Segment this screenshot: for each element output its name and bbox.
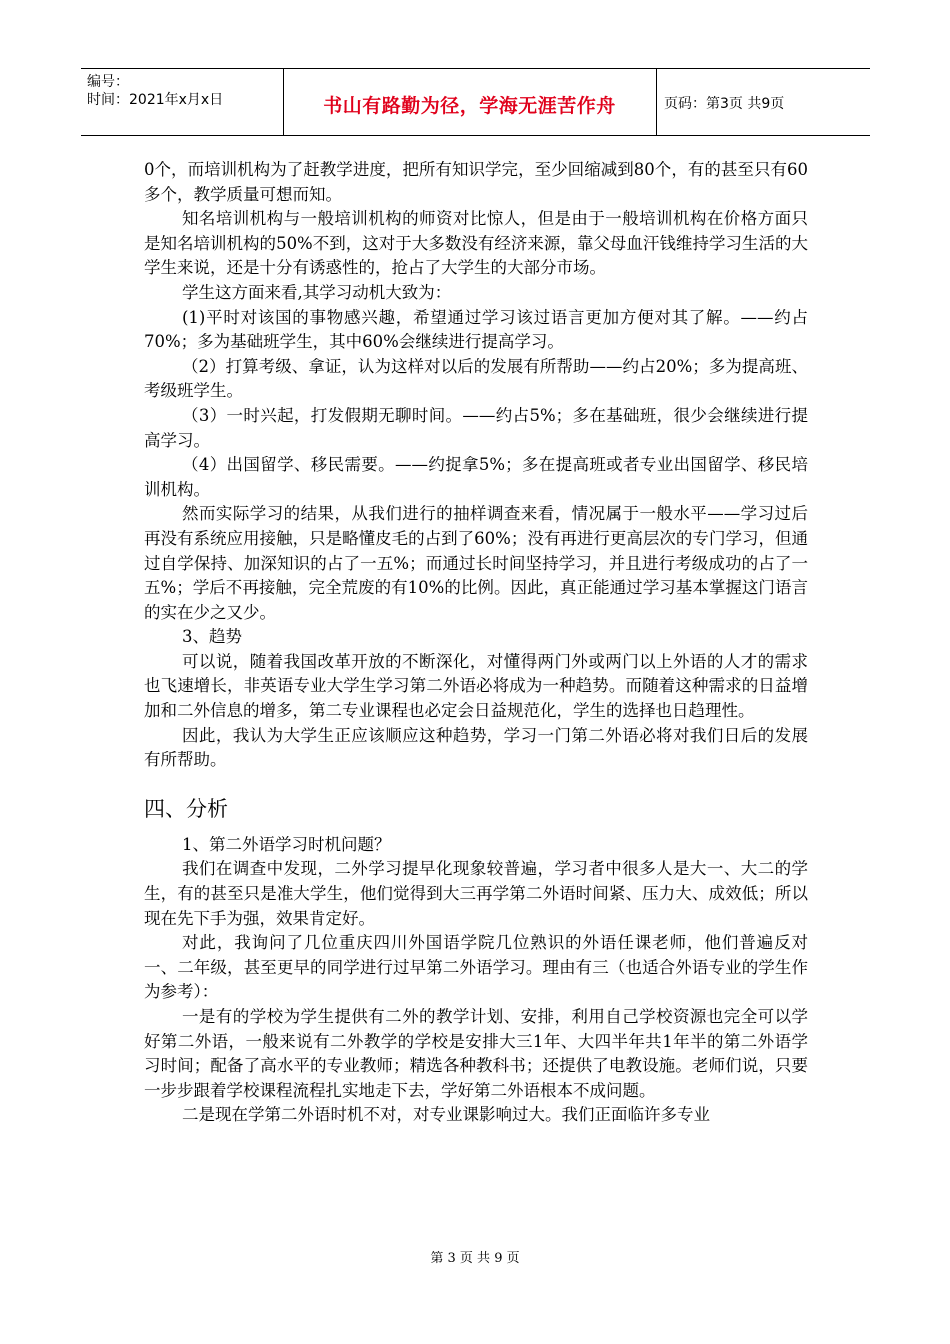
header-divider: [656, 69, 657, 135]
paragraph: （3）一时兴起，打发假期无聊时间。——约占5%；多在基础班，很少会继续进行提高学习。: [144, 405, 808, 450]
subheading: 3、趋势: [182, 627, 242, 647]
paragraph: （2）打算考级、拿证，认为这样对以后的发展有所帮助——约占20%；多为提高班、考级班学生。: [144, 356, 808, 401]
paragraph: 因此，我认为大学生正应该顺应这种趋势，学习一门第二外语必将对我们日后的发展有所帮助。: [144, 725, 808, 770]
paragraph: 二是现在学第二外语时机不对，对专业课影响过大。我们正面临许多专业: [182, 1105, 710, 1125]
paragraph: 0个，而培训机构为了赶教学进度，把所有知识学完，至少回缩减到80个，有的甚至只有60多个，教学质量可想而知。: [144, 160, 808, 204]
document-body: [144, 158, 808, 1128]
header-meta: [87, 73, 223, 109]
paragraph: 可以说，随着我国改革开放的不断深化，对懂得两门外或两门以上外语的人才的需求也飞速增长，非英语专业大学生学习第二外语必将成为一种趋势。而随着这种需求的日益增加和二外信息的增多，第二专业课程也必定会日益规范化，学生的选择也日趋理性。: [144, 651, 808, 721]
number-label: 编号：: [87, 74, 129, 90]
header-page-code: 页码：第3页 共9页: [664, 96, 785, 112]
paragraph: 学生这方面来看,其学习动机大致为：: [182, 282, 452, 302]
paragraph: （4）出国留学、移民需要。——约捉拿5%；多在提高班或者专业出国留学、移民培训机构。: [144, 455, 808, 499]
subheading: 1、第二外语学习时机问题？: [182, 834, 391, 854]
paragraph: 对此，我询问了几位重庆四川外国语学院几位熟识的外语任课老师，他们普遍反对一、二年级，甚至更早的同学进行过早第二外语学习。理由有三（也适合外语专业的学生作为参考）：: [144, 933, 808, 1002]
date-label: 时间：2021年x月x日: [87, 92, 224, 108]
paragraph: (1)平时对该国的事物感兴趣，希望通过学习该过语言更加方便对其了解。——约占70%；多为基础班学生，其中60%会继续进行提高学习。: [144, 307, 808, 352]
paragraph: 知名培训机构与一般培训机构的师资对比惊人，但是由于一般培训机构在价格方面只是知名培训机构的50%不到，这对于大多数没有经济来源，靠父母血汗钱维持学习生活的大学生来说，还是十分有诱惑性的，抢占了大学生的大部分市场。: [144, 209, 808, 278]
section-heading: 四、分析: [144, 796, 228, 821]
page-footer: 第 3 页 共 9 页: [430, 1251, 520, 1266]
paragraph: 然而实际学习的结果，从我们进行的抽样调查来看，情况属于一般水平——学习过后再没有系统应用接触，只是略懂皮毛的占到了60%；没有再进行更高层次的专门学习，但通过自学保持、加深知识的占了一五%；而通过长时间坚持学习，并且进行考级成功的占了一五%；学后不再接触，完全荒废的有10%的比例。因此，真正能通过学习基本掌握这门语言的实在少之又少。: [144, 504, 808, 622]
header-table: [81, 68, 870, 136]
paragraph: 一是有的学校为学生提供有二外的教学计划、安排，利用自己学校资源也完全可以学好第二外语，一般来说有二外教学的学校是安排大三1年、大四半年共1年半的第二外语学习时间；配备了高水平的专业教师；精选各种教科书；还提供了电教设施。老师们说，只要一步步跟着学校课程流程扎实地走下去，学好第二外语根本不成问题。: [144, 1007, 808, 1100]
paragraph: 我们在调查中发现，二外学习提早化现象较普遍，学习者中很多人是大一、大二的学生，有的甚至只是准大学生，他们觉得到大三再学第二外语时间紧、压力大、成效低；所以现在先下手为强，效果肯定好。: [144, 859, 808, 928]
header-motto: 书山有路勤为径，学海无涯苦作舟: [323, 95, 616, 117]
